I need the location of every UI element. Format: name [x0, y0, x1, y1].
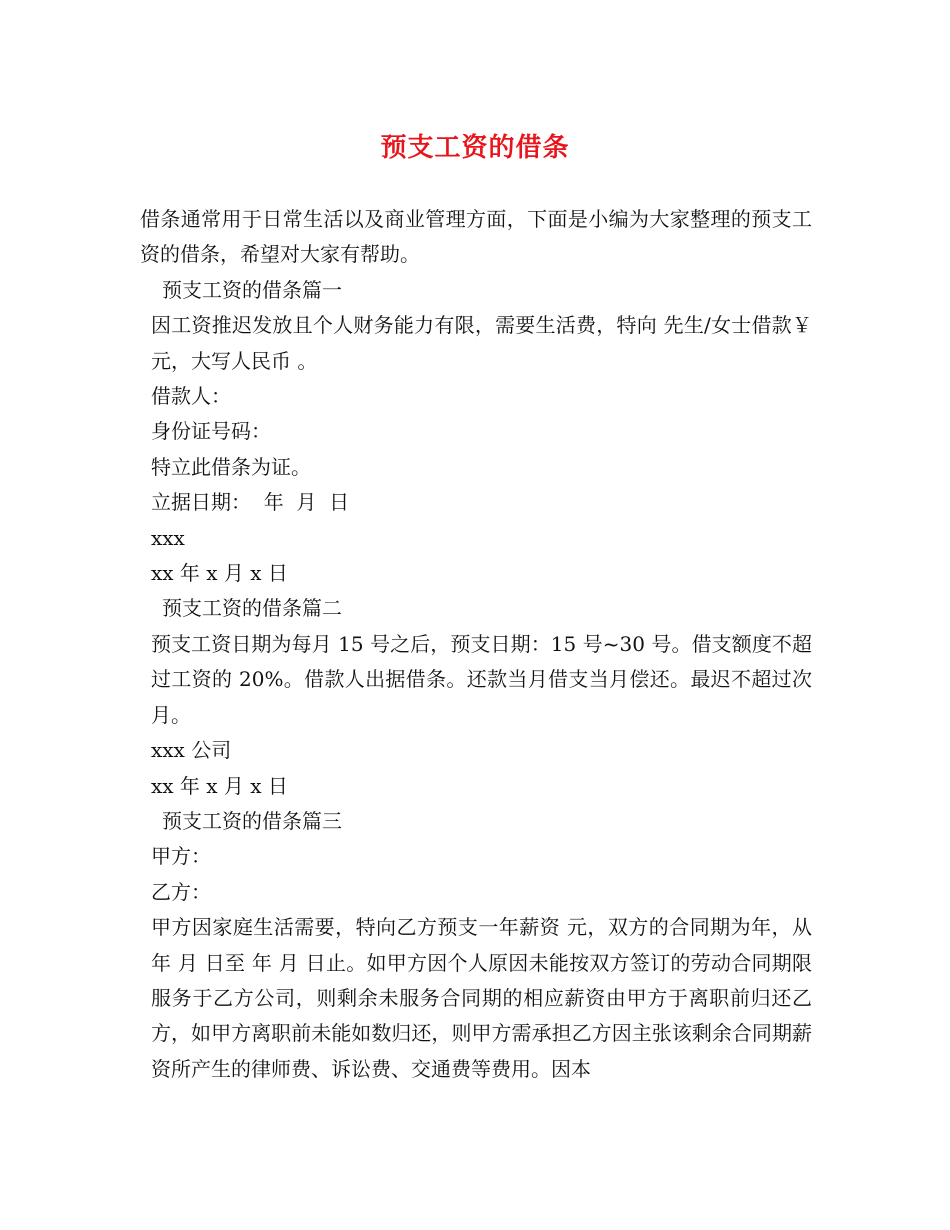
- paragraph: xx 年 x 月 x 日: [151, 773, 288, 798]
- paragraph: xx 年 x 月 x 日: [151, 561, 288, 586]
- paragraph: 预支工资的借条篇一: [162, 277, 342, 302]
- document-body: [140, 202, 812, 1087]
- document-title: 预支工资的借条: [380, 133, 570, 163]
- paragraph: 甲方：: [151, 844, 211, 869]
- paragraph: 立据日期： 年 月 日: [151, 490, 350, 515]
- paragraph: 预支工资的借条篇二: [162, 596, 342, 621]
- paragraph: 身份证号码：: [151, 419, 271, 444]
- paragraph: 特立此借条为证。: [151, 454, 311, 479]
- paragraph: xxx: [151, 525, 185, 550]
- paragraph: 预支工资日期为每月 15 号之后，预支日期：15 号~30 号。借支额度不超过工资的 20%。借款人出据借条。还款当月借支当月偿还。最迟不超过次月。: [151, 631, 812, 727]
- paragraph: xxx 公司: [151, 738, 232, 763]
- paragraph: 因工资推迟发放且个人财务能力有限，需要生活费，特向 先生/女士借款￥ 元，大写人民币 。: [151, 313, 812, 373]
- paragraph: 借款人：: [151, 384, 231, 409]
- paragraph: 甲方因家庭生活需要，特向乙方预支一年薪资 元，双方的合同期为年，从 年 月 日至 年 月 日止。如甲方因个人原因未能按双方签订的劳动合同期限服务于乙方公司，则剩余未服务合同期的相应薪资由甲方于离职前归还乙方，如甲方离职前未能如数归还，则甲方需承担乙方因主张该剩余合同期薪资所产生的律师费、诉讼费、交通费等费用。因本: [151, 915, 812, 1081]
- paragraph: 借条通常用于日常生活以及商业管理方面，下面是小编为大家整理的预支工资的借条，希望对大家有帮助。: [140, 207, 812, 267]
- paragraph: 预支工资的借条篇三: [162, 808, 342, 833]
- paragraph: 乙方：: [151, 879, 211, 904]
